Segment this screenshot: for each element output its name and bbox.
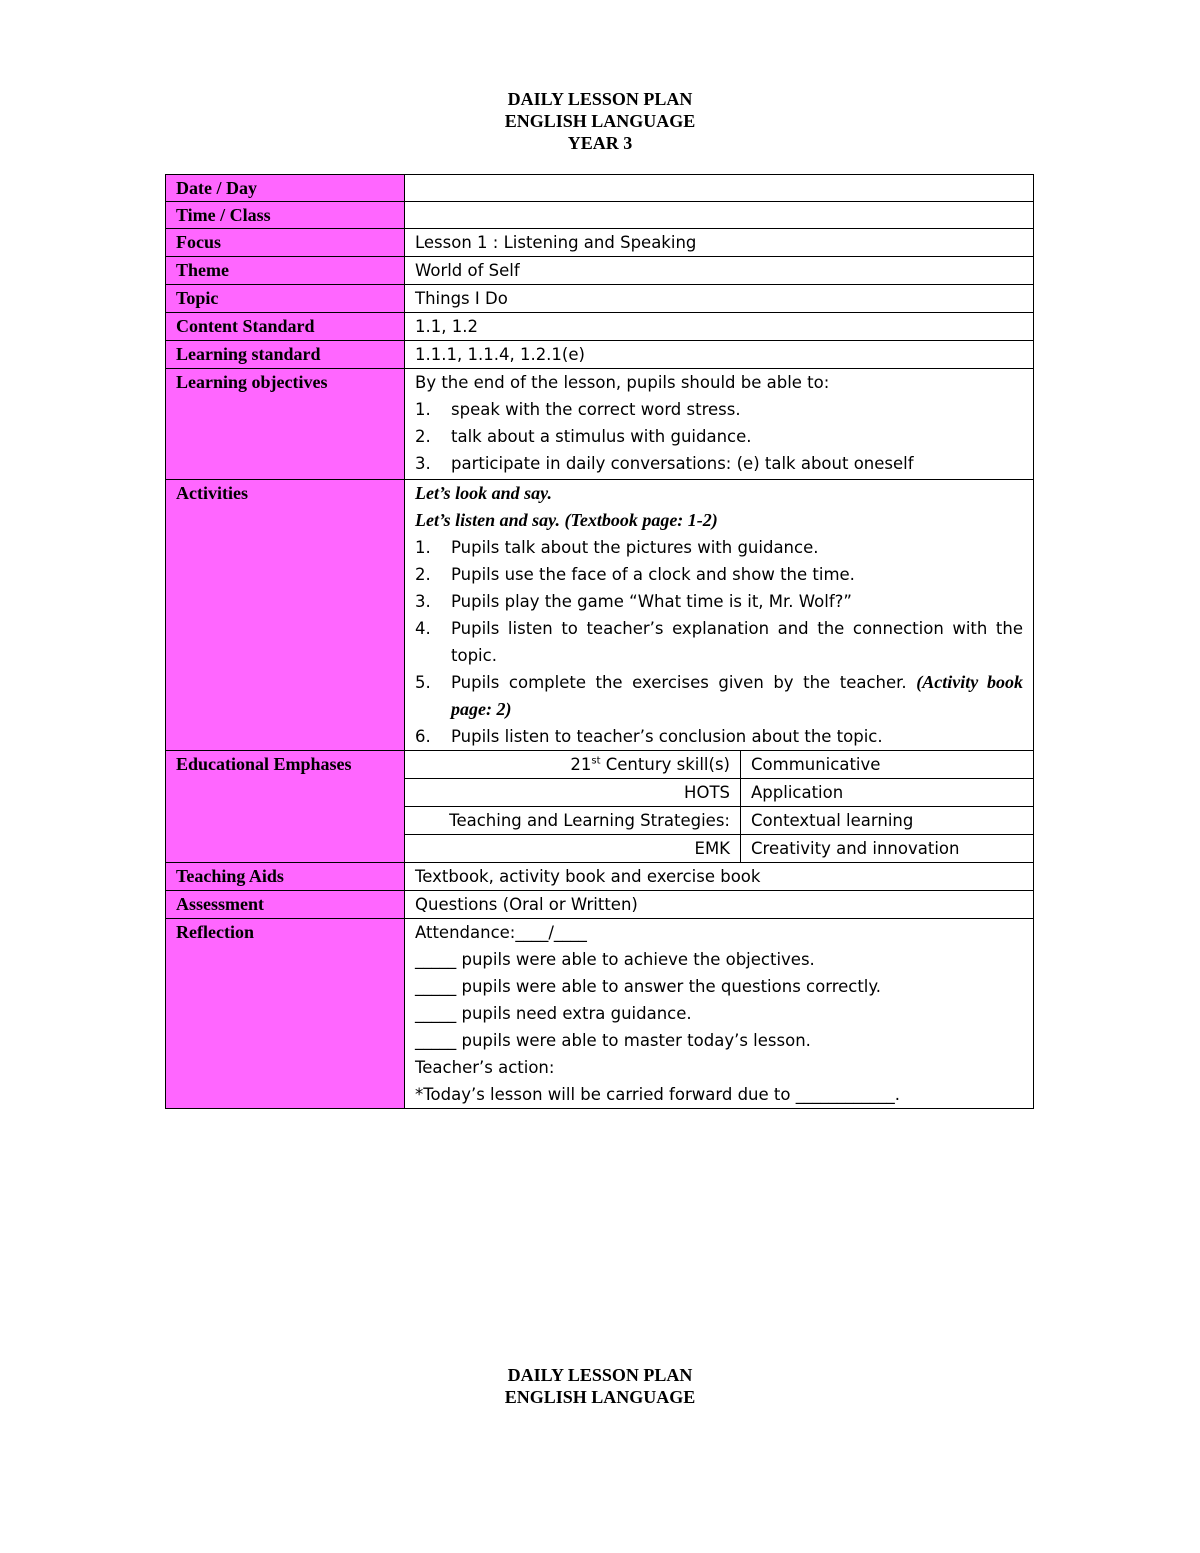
activity-book-reference: (Activity book page: 2) bbox=[451, 672, 1023, 719]
skill-key-text: Century skill(s) bbox=[600, 755, 730, 774]
list-text: Pupils play the game “What time is it, Mr. Wolf?” bbox=[451, 592, 852, 611]
list-item bbox=[415, 723, 1023, 750]
emphasis-row-strategies bbox=[405, 807, 1033, 835]
emphasis-row-skill bbox=[405, 751, 1033, 779]
list-item bbox=[415, 450, 1023, 477]
title-line-2: ENGLISH LANGUAGE bbox=[504, 111, 696, 131]
assessment-value: Questions (Oral or Written) bbox=[405, 891, 1034, 919]
row-topic bbox=[166, 285, 1034, 313]
activities-list bbox=[415, 534, 1023, 750]
emphasis-row-hots bbox=[405, 779, 1033, 807]
row-assessment bbox=[166, 891, 1034, 919]
activities-value bbox=[405, 480, 1034, 751]
list-number: 3. bbox=[415, 592, 431, 611]
focus-value: Lesson 1 : Listening and Speaking bbox=[405, 229, 1034, 257]
topic-value: Things I Do bbox=[405, 285, 1034, 313]
list-text: Pupils use the face of a clock and show the time. bbox=[451, 565, 855, 584]
emphasis-key: HOTS bbox=[405, 779, 741, 807]
list-number: 5. bbox=[415, 673, 431, 692]
emphasis-value: Creativity and innovation bbox=[751, 839, 960, 858]
learning-standard-label: Learning standard bbox=[166, 341, 405, 369]
row-educational-emphases bbox=[166, 751, 1034, 863]
list-item bbox=[415, 534, 1023, 561]
teaching-aids-label: Teaching Aids bbox=[166, 863, 405, 891]
reflection-line: Teacher’s action: bbox=[415, 1058, 555, 1077]
reflection-line: *Today’s lesson will be carried forward due to ____________. bbox=[415, 1085, 900, 1104]
emphasis-row-emk bbox=[405, 835, 1033, 863]
activity-heading-2: Let’s listen and say. (Textbook page: 1-2) bbox=[415, 510, 718, 530]
learning-objectives-label: Learning objectives bbox=[166, 369, 405, 480]
list-item bbox=[415, 588, 1023, 615]
row-date bbox=[166, 175, 1034, 202]
content-standard-label: Content Standard bbox=[166, 313, 405, 341]
list-number: 1. bbox=[415, 400, 431, 419]
list-text: Pupils complete the exercises given by the teacher. bbox=[451, 673, 917, 692]
next-page-title bbox=[0, 1364, 1200, 1408]
title-line-1: DAILY LESSON PLAN bbox=[507, 89, 693, 109]
time-label: Time / Class bbox=[166, 202, 405, 229]
list-item bbox=[415, 615, 1023, 669]
time-value bbox=[405, 202, 1034, 229]
list-text: Pupils talk about the pictures with guidance. bbox=[451, 538, 819, 557]
skill-number: 21 bbox=[570, 755, 592, 774]
list-item bbox=[415, 423, 1023, 450]
emphasis-value: Communicative bbox=[741, 751, 1034, 779]
title-line-2: ENGLISH LANGUAGE bbox=[504, 1387, 696, 1407]
emphasis-value: Contextual learning bbox=[741, 807, 1034, 835]
row-theme bbox=[166, 257, 1034, 285]
list-text: Pupils listen to teacher’s explanation and the connection with the topic. bbox=[451, 619, 1023, 665]
objectives-intro: By the end of the lesson, pupils should be able to: bbox=[415, 373, 830, 392]
list-text: speak with the correct word stress. bbox=[451, 400, 741, 419]
reflection-line: _____ pupils were able to answer the questions correctly. bbox=[415, 977, 882, 996]
list-number: 1. bbox=[415, 538, 431, 557]
reflection-line: _____ pupils need extra guidance. bbox=[415, 1004, 692, 1023]
row-content-standard bbox=[166, 313, 1034, 341]
list-text: Pupils listen to teacher’s conclusion about the topic. bbox=[451, 727, 883, 746]
row-time bbox=[166, 202, 1034, 229]
list-item bbox=[415, 669, 1023, 723]
reflection-line: Attendance:____/____ bbox=[415, 923, 587, 942]
list-number: 2. bbox=[415, 565, 431, 584]
list-text: participate in daily conversations: (e) talk about oneself bbox=[451, 454, 914, 473]
theme-value: World of Self bbox=[405, 257, 1034, 285]
row-learning-objectives bbox=[166, 369, 1034, 480]
educational-emphases-label: Educational Emphases bbox=[166, 751, 405, 863]
assessment-label: Assessment bbox=[166, 891, 405, 919]
teaching-aids-value: Textbook, activity book and exercise book bbox=[405, 863, 1034, 891]
reflection-line: _____ pupils were able to master today’s lesson. bbox=[415, 1031, 811, 1050]
educational-emphases-value bbox=[405, 751, 1034, 863]
title-line-3: YEAR 3 bbox=[567, 133, 633, 153]
list-item bbox=[415, 561, 1023, 588]
list-text: talk about a stimulus with guidance. bbox=[451, 427, 752, 446]
reflection-label: Reflection bbox=[166, 919, 405, 1109]
list-number: 6. bbox=[415, 727, 431, 746]
document-title bbox=[0, 88, 1200, 154]
reflection-line: _____ pupils were able to achieve the objectives. bbox=[415, 950, 815, 969]
content-standard-value: 1.1, 1.2 bbox=[405, 313, 1034, 341]
emphasis-key bbox=[405, 751, 741, 779]
list-number: 2. bbox=[415, 427, 431, 446]
objectives-list bbox=[415, 396, 1023, 477]
row-focus bbox=[166, 229, 1034, 257]
row-learning-standard bbox=[166, 341, 1034, 369]
row-activities bbox=[166, 480, 1034, 751]
list-number: 4. bbox=[415, 619, 431, 638]
emphasis-key: EMK bbox=[405, 835, 741, 863]
topic-label: Topic bbox=[166, 285, 405, 313]
skill-suffix: st bbox=[591, 755, 601, 767]
learning-objectives-value bbox=[405, 369, 1034, 480]
emphases-table bbox=[405, 751, 1033, 862]
emphasis-key: Teaching and Learning Strategies: bbox=[405, 807, 741, 835]
emphasis-value: Application bbox=[741, 779, 1034, 807]
learning-standard-value: 1.1.1, 1.1.4, 1.2.1(e) bbox=[405, 341, 1034, 369]
list-number: 3. bbox=[415, 454, 431, 473]
date-label: Date / Day bbox=[166, 175, 405, 202]
theme-label: Theme bbox=[166, 257, 405, 285]
lesson-plan-table bbox=[165, 174, 1034, 1109]
focus-label: Focus bbox=[166, 229, 405, 257]
title-line-1: DAILY LESSON PLAN bbox=[507, 1365, 693, 1385]
activity-heading-1: Let’s look and say. bbox=[415, 483, 552, 503]
list-item bbox=[415, 396, 1023, 423]
row-reflection bbox=[166, 919, 1034, 1109]
row-teaching-aids bbox=[166, 863, 1034, 891]
reflection-value bbox=[405, 919, 1034, 1109]
date-value bbox=[405, 175, 1034, 202]
activities-label: Activities bbox=[166, 480, 405, 751]
